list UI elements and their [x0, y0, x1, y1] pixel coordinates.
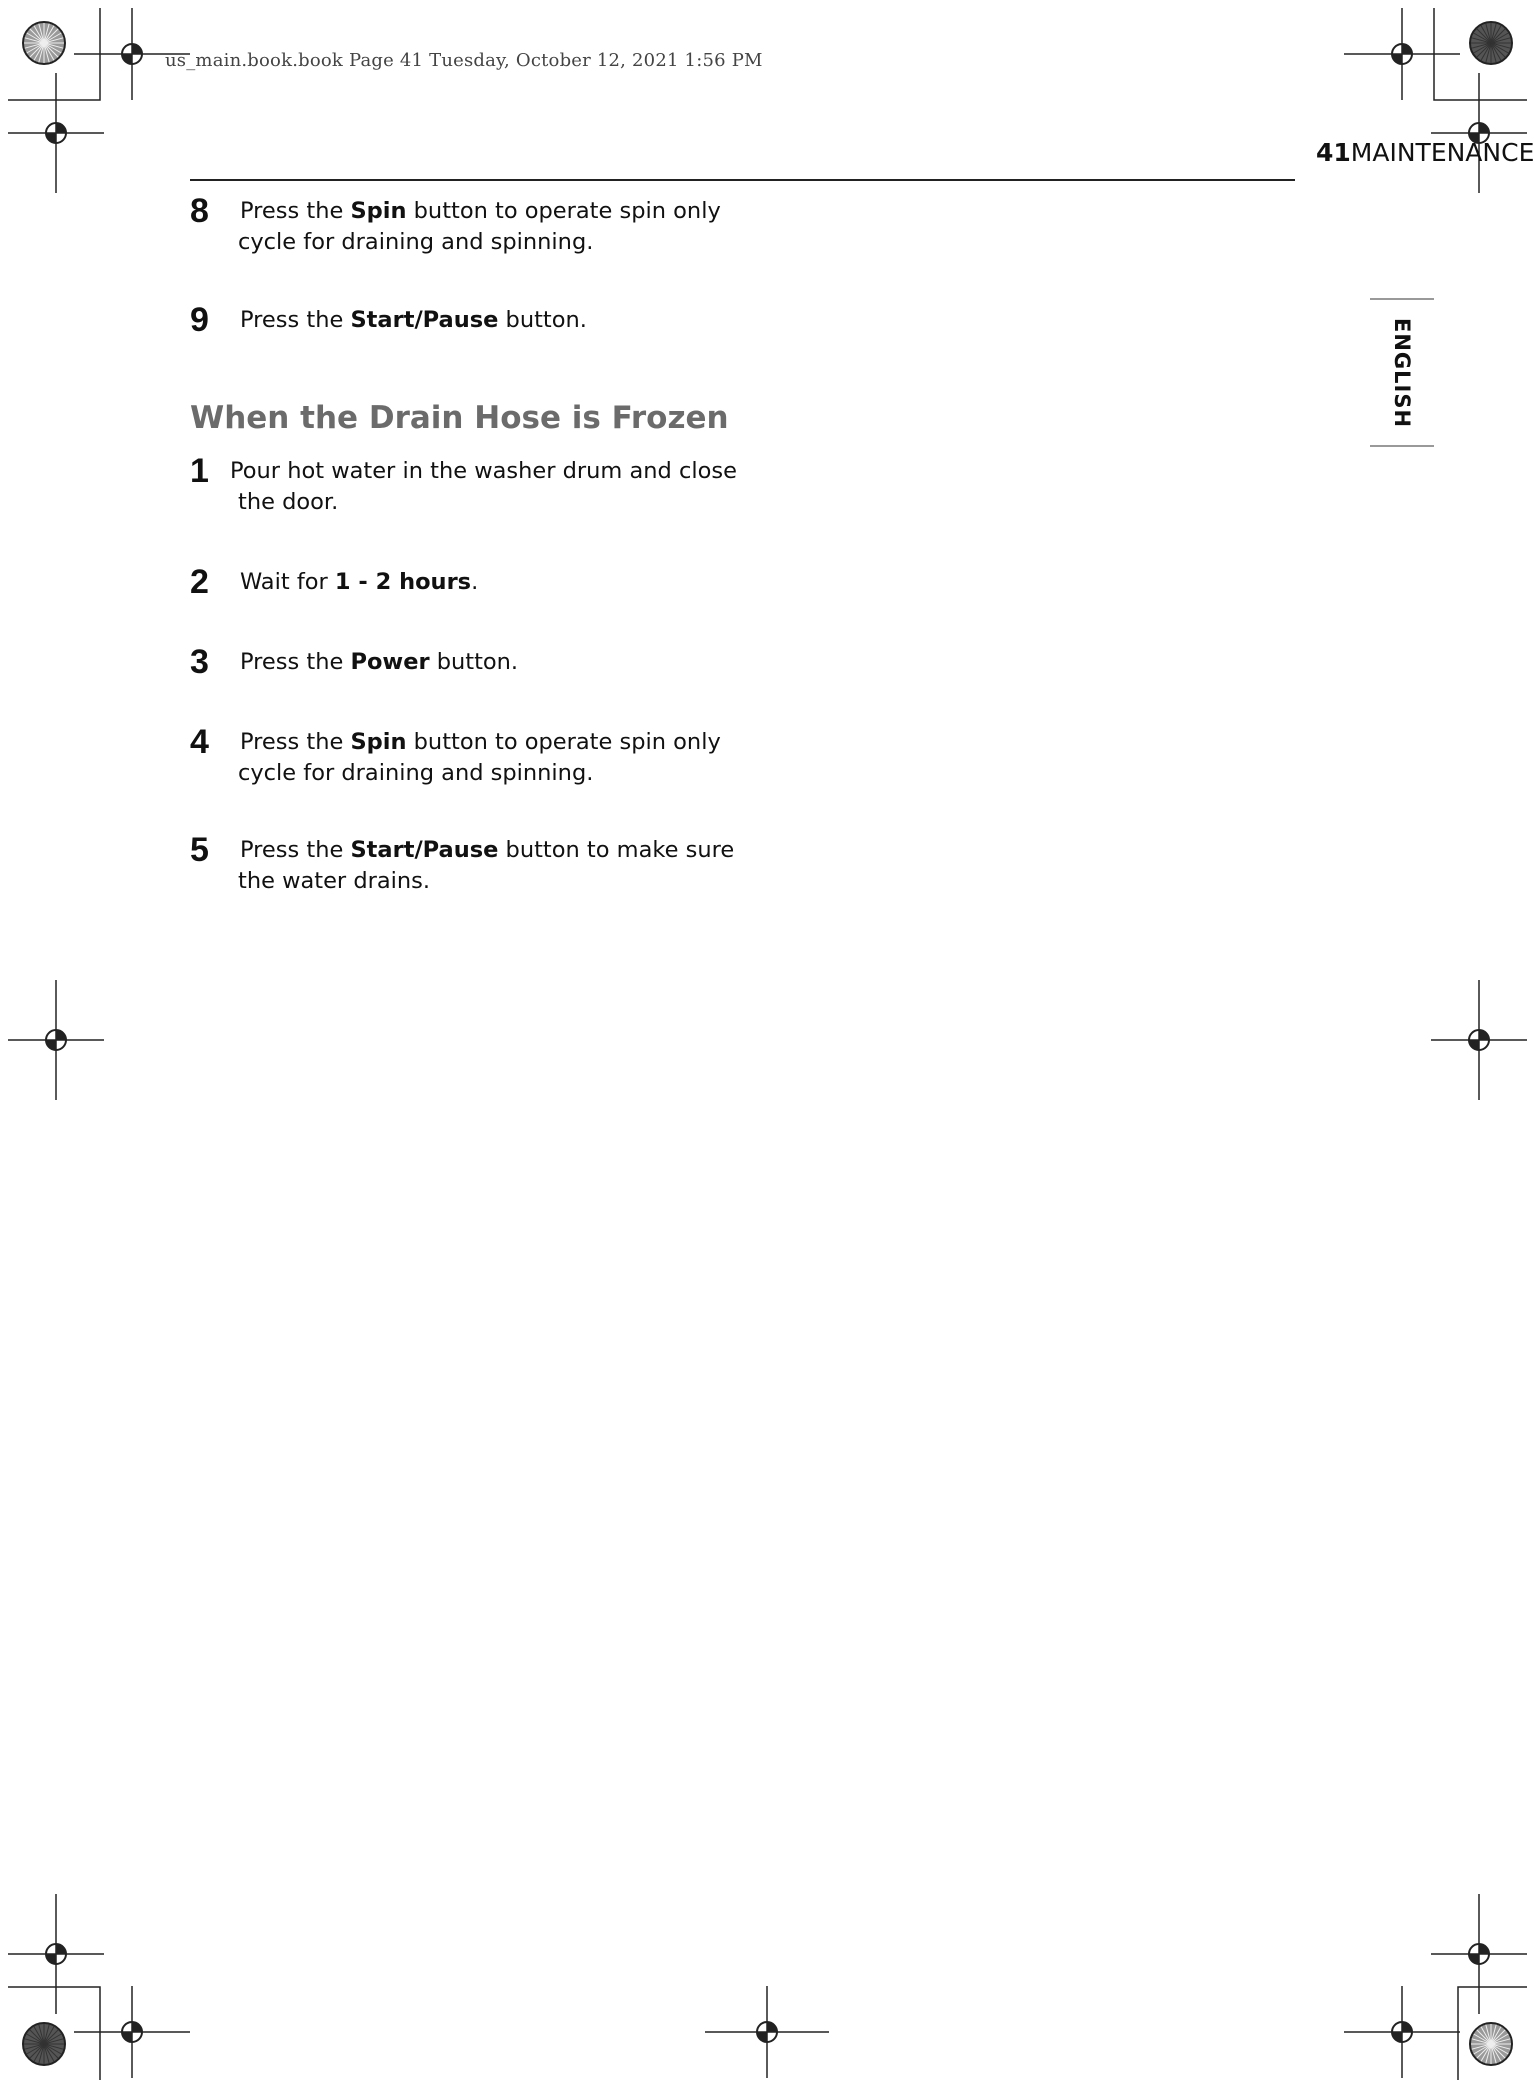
print-info-line: us_main.book.book Page 41 Tuesday, October 12, 2021 1:56 PM [165, 50, 763, 71]
step-text: Wait for 1 - 2 hours. [240, 569, 479, 595]
step-text: Press the Spin button to operate spin only cycle for draining and spinning. [238, 729, 721, 786]
frozen-step-3 [190, 643, 790, 681]
step-text: Press the Spin button to operate spin only cycle for draining and spinning. [238, 198, 721, 255]
step-number: 4 [190, 723, 209, 761]
step-text: Pour hot water in the washer drum and close the door. [230, 458, 737, 515]
frozen-step-4 [190, 723, 790, 789]
step-text: Press the Start/Pause button. [240, 307, 587, 333]
frozen-step-1 [190, 452, 790, 518]
section-name: MAINTENANCE [1350, 138, 1534, 167]
step-text: Press the Start/Pause button to make sure the water drains. [238, 837, 735, 894]
page-number: 41 [1316, 138, 1351, 167]
step-number: 3 [190, 643, 209, 681]
step-8 [190, 192, 790, 258]
step-number: 8 [190, 192, 209, 230]
frozen-step-2 [190, 563, 790, 601]
step-number: 5 [190, 831, 209, 869]
header-rule [190, 179, 1295, 181]
step-number: 1 [190, 452, 209, 490]
step-number: 9 [190, 301, 209, 339]
section-title: When the Drain Hose is Frozen [190, 400, 729, 436]
language-tab [1370, 298, 1434, 447]
frozen-step-5 [190, 831, 790, 897]
step-number: 2 [190, 563, 209, 601]
language-tab-label: ENGLISH [1390, 317, 1414, 428]
step-text: Press the Power button. [240, 649, 519, 675]
page-header [1316, 138, 1534, 167]
step-9 [190, 301, 790, 339]
